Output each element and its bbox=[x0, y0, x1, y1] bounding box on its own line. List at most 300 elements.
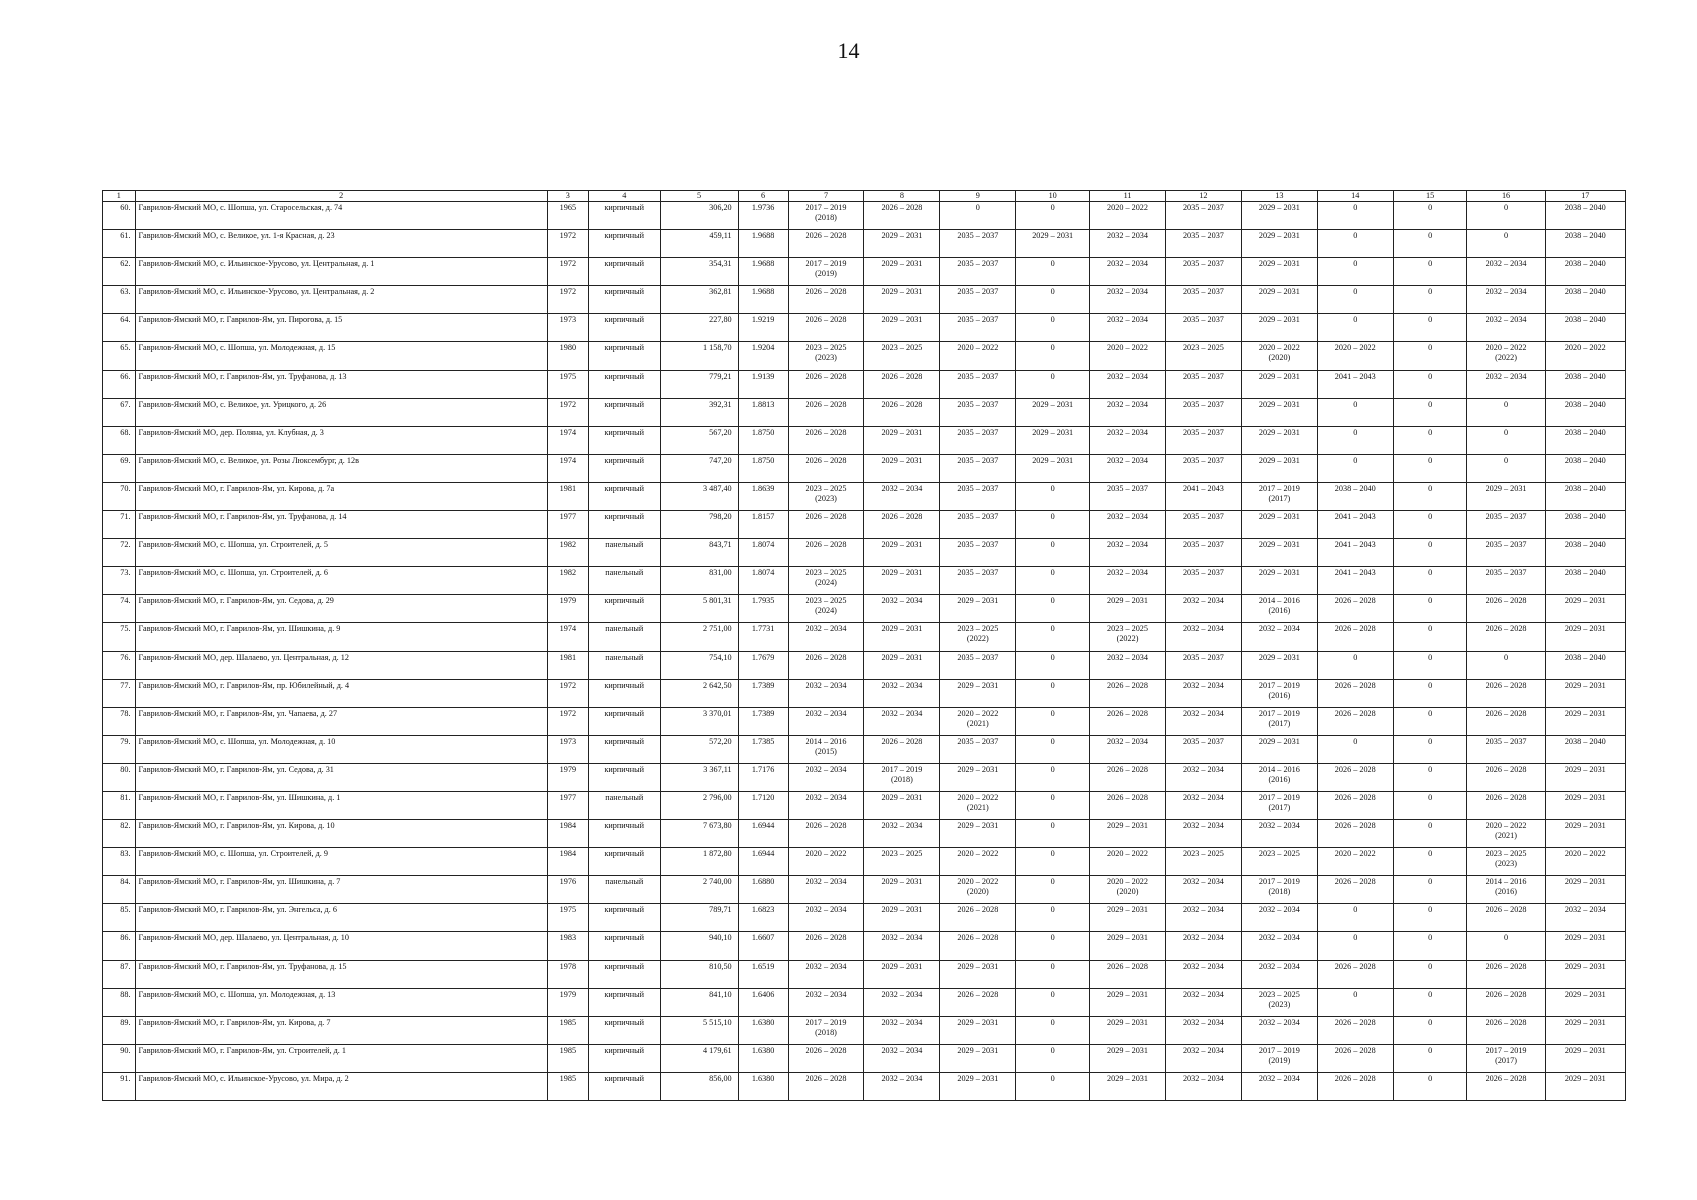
period-cell: 2029 – 2031 bbox=[940, 820, 1016, 848]
period-cell: 0 bbox=[1016, 876, 1090, 904]
period-cell: 2032 – 2034 bbox=[1165, 820, 1241, 848]
period-cell: 0 bbox=[1393, 230, 1467, 258]
period-cell: 2032 – 2034 bbox=[1165, 679, 1241, 707]
period-cell: 2029 – 2031 bbox=[864, 904, 940, 932]
wall-material-cell: кирпичный bbox=[588, 230, 660, 258]
wall-material-cell: панельный bbox=[588, 539, 660, 567]
period-cell: 2020 – 2022 (2021) bbox=[940, 791, 1016, 819]
period-cell: 2026 – 2028 bbox=[1317, 960, 1393, 988]
period-cell: 2026 – 2028 bbox=[1317, 1016, 1393, 1044]
column-header: 11 bbox=[1090, 191, 1166, 202]
period-cell: 2032 – 2034 bbox=[864, 707, 940, 735]
period-cell: 2032 – 2034 bbox=[1165, 876, 1241, 904]
period-cell: 2032 – 2034 bbox=[864, 820, 940, 848]
period-cell: 0 bbox=[1016, 539, 1090, 567]
period-cell: 2026 – 2028 bbox=[1467, 679, 1545, 707]
period-cell: 0 bbox=[1393, 454, 1467, 482]
year-cell: 1984 bbox=[547, 820, 588, 848]
score-cell: 1.6607 bbox=[738, 932, 788, 960]
table-row bbox=[103, 1044, 1626, 1072]
period-cell: 2032 – 2034 bbox=[788, 988, 864, 1016]
period-cell: 0 bbox=[1393, 1016, 1467, 1044]
period-cell: 2032 – 2034 bbox=[1090, 567, 1166, 595]
table-row bbox=[103, 820, 1626, 848]
period-cell: 2035 – 2037 bbox=[1467, 539, 1545, 567]
period-cell: 2035 – 2037 bbox=[940, 735, 1016, 763]
period-cell: 2038 – 2040 bbox=[1545, 567, 1625, 595]
period-cell: 0 bbox=[1016, 1072, 1090, 1100]
table-body bbox=[103, 202, 1626, 1101]
address-cell: Гаврилов-Ямский МО, с. Ильинское-Урусово, ул. Мира, д. 2 bbox=[135, 1072, 547, 1100]
row-number: 87. bbox=[103, 960, 136, 988]
area-cell: 779,21 bbox=[660, 370, 738, 398]
score-cell: 1.9688 bbox=[738, 286, 788, 314]
wall-material-cell: кирпичный bbox=[588, 848, 660, 876]
year-cell: 1978 bbox=[547, 960, 588, 988]
period-cell: 2026 – 2028 bbox=[788, 1044, 864, 1072]
table-row bbox=[103, 567, 1626, 595]
period-cell: 2026 – 2028 bbox=[1317, 679, 1393, 707]
period-cell: 2035 – 2037 bbox=[940, 314, 1016, 342]
period-cell: 2026 – 2028 bbox=[788, 286, 864, 314]
period-cell: 2023 – 2025 bbox=[1241, 848, 1317, 876]
period-cell: 2029 – 2031 bbox=[864, 876, 940, 904]
period-cell: 2035 – 2037 bbox=[1165, 370, 1241, 398]
period-cell: 2014 – 2016 (2016) bbox=[1467, 876, 1545, 904]
score-cell: 1.9688 bbox=[738, 230, 788, 258]
period-cell: 2038 – 2040 bbox=[1545, 426, 1625, 454]
period-cell: 0 bbox=[940, 202, 1016, 230]
table-row bbox=[103, 763, 1626, 791]
period-cell: 2029 – 2031 bbox=[1016, 230, 1090, 258]
score-cell: 1.6880 bbox=[738, 876, 788, 904]
period-cell: 2026 – 2028 bbox=[788, 511, 864, 539]
row-number: 82. bbox=[103, 820, 136, 848]
address-cell: Гаврилов-Ямский МО, с. Ильинское-Урусово, ул. Центральная, д. 2 bbox=[135, 286, 547, 314]
period-cell: 2026 – 2028 bbox=[1467, 623, 1545, 651]
period-cell: 2029 – 2031 bbox=[1241, 567, 1317, 595]
row-number: 68. bbox=[103, 426, 136, 454]
row-number: 65. bbox=[103, 342, 136, 370]
column-header: 15 bbox=[1393, 191, 1467, 202]
period-cell: 0 bbox=[1467, 230, 1545, 258]
area-cell: 392,31 bbox=[660, 398, 738, 426]
page-number: 14 bbox=[837, 38, 860, 63]
period-cell: 0 bbox=[1393, 876, 1467, 904]
wall-material-cell: кирпичный bbox=[588, 258, 660, 286]
period-cell: 2032 – 2034 bbox=[1241, 1072, 1317, 1100]
table-row bbox=[103, 202, 1626, 230]
period-cell: 2032 – 2034 bbox=[1545, 904, 1625, 932]
period-cell: 2032 – 2034 bbox=[1165, 1044, 1241, 1072]
period-cell: 2029 – 2031 bbox=[1545, 932, 1625, 960]
period-cell: 2029 – 2031 bbox=[1241, 651, 1317, 679]
period-cell: 0 bbox=[1317, 286, 1393, 314]
score-cell: 1.7120 bbox=[738, 791, 788, 819]
year-cell: 1972 bbox=[547, 398, 588, 426]
period-cell: 2038 – 2040 bbox=[1545, 482, 1625, 510]
year-cell: 1973 bbox=[547, 314, 588, 342]
score-cell: 1.9204 bbox=[738, 342, 788, 370]
address-cell: Гаврилов-Ямский МО, г. Гаврилов-Ям, ул. Чапаева, д. 27 bbox=[135, 707, 547, 735]
column-header: 14 bbox=[1317, 191, 1393, 202]
address-cell: Гаврилов-Ямский МО, с. Шопша, ул. Строителей, д. 5 bbox=[135, 539, 547, 567]
period-cell: 0 bbox=[1317, 988, 1393, 1016]
period-cell: 0 bbox=[1016, 651, 1090, 679]
period-cell: 0 bbox=[1467, 398, 1545, 426]
period-cell: 2017 – 2019 (2017) bbox=[1241, 482, 1317, 510]
period-cell: 0 bbox=[1393, 791, 1467, 819]
period-cell: 2032 – 2034 bbox=[788, 791, 864, 819]
table-row bbox=[103, 651, 1626, 679]
period-cell: 2038 – 2040 bbox=[1545, 230, 1625, 258]
period-cell: 2029 – 2031 bbox=[1545, 876, 1625, 904]
period-cell: 2029 – 2031 bbox=[864, 454, 940, 482]
period-cell: 0 bbox=[1016, 567, 1090, 595]
year-cell: 1974 bbox=[547, 454, 588, 482]
area-cell: 1 158,70 bbox=[660, 342, 738, 370]
table-row bbox=[103, 230, 1626, 258]
period-cell: 2026 – 2028 bbox=[940, 932, 1016, 960]
address-cell: Гаврилов-Ямский МО, с. Шопша, ул. Молодежная, д. 13 bbox=[135, 988, 547, 1016]
table-row bbox=[103, 679, 1626, 707]
area-cell: 362,81 bbox=[660, 286, 738, 314]
period-cell: 2038 – 2040 bbox=[1545, 370, 1625, 398]
period-cell: 2026 – 2028 bbox=[1317, 623, 1393, 651]
period-cell: 2026 – 2028 bbox=[788, 651, 864, 679]
period-cell: 2029 – 2031 bbox=[1545, 763, 1625, 791]
period-cell: 2020 – 2022 bbox=[1545, 848, 1625, 876]
period-cell: 0 bbox=[1016, 286, 1090, 314]
period-cell: 2026 – 2028 bbox=[940, 988, 1016, 1016]
period-cell: 0 bbox=[1393, 904, 1467, 932]
address-cell: Гаврилов-Ямский МО, г. Гаврилов-Ям, ул. Шишкина, д. 9 bbox=[135, 623, 547, 651]
period-cell: 2017 – 2019 (2018) bbox=[788, 202, 864, 230]
period-cell: 2035 – 2037 bbox=[940, 567, 1016, 595]
period-cell: 2020 – 2022 bbox=[1545, 342, 1625, 370]
wall-material-cell: кирпичный bbox=[588, 454, 660, 482]
period-cell: 2038 – 2040 bbox=[1545, 286, 1625, 314]
column-header: 4 bbox=[588, 191, 660, 202]
period-cell: 0 bbox=[1016, 314, 1090, 342]
wall-material-cell: кирпичный bbox=[588, 988, 660, 1016]
period-cell: 2032 – 2034 bbox=[1090, 426, 1166, 454]
table-row bbox=[103, 286, 1626, 314]
period-cell: 2020 – 2022 (2020) bbox=[1090, 876, 1166, 904]
period-cell: 2026 – 2028 bbox=[864, 202, 940, 230]
period-cell: 2023 – 2025 bbox=[864, 848, 940, 876]
period-cell: 0 bbox=[1393, 426, 1467, 454]
score-cell: 1.7176 bbox=[738, 763, 788, 791]
year-cell: 1975 bbox=[547, 370, 588, 398]
period-cell: 2020 – 2022 bbox=[940, 848, 1016, 876]
period-cell: 0 bbox=[1016, 932, 1090, 960]
score-cell: 1.9736 bbox=[738, 202, 788, 230]
year-cell: 1985 bbox=[547, 1044, 588, 1072]
period-cell: 2041 – 2043 bbox=[1317, 370, 1393, 398]
period-cell: 2038 – 2040 bbox=[1545, 511, 1625, 539]
period-cell: 2026 – 2028 bbox=[1090, 960, 1166, 988]
period-cell: 2029 – 2031 bbox=[864, 230, 940, 258]
period-cell: 2023 – 2025 bbox=[1165, 848, 1241, 876]
year-cell: 1974 bbox=[547, 623, 588, 651]
period-cell: 2032 – 2034 bbox=[788, 763, 864, 791]
address-cell: Гаврилов-Ямский МО, дер. Шалаево, ул. Центральная, д. 12 bbox=[135, 651, 547, 679]
period-cell: 0 bbox=[1016, 370, 1090, 398]
area-cell: 843,71 bbox=[660, 539, 738, 567]
score-cell: 1.9139 bbox=[738, 370, 788, 398]
row-number: 86. bbox=[103, 932, 136, 960]
table-row bbox=[103, 595, 1626, 623]
address-cell: Гаврилов-Ямский МО, г. Гаврилов-Ям, ул. Кирова, д. 7а bbox=[135, 482, 547, 510]
period-cell: 2035 – 2037 bbox=[1467, 567, 1545, 595]
period-cell: 2026 – 2028 bbox=[1467, 960, 1545, 988]
period-cell: 0 bbox=[1317, 904, 1393, 932]
table-row bbox=[103, 258, 1626, 286]
column-header: 7 bbox=[788, 191, 864, 202]
period-cell: 2029 – 2031 bbox=[1241, 370, 1317, 398]
period-cell: 2029 – 2031 bbox=[1241, 286, 1317, 314]
period-cell: 2032 – 2034 bbox=[1165, 932, 1241, 960]
period-cell: 2035 – 2037 bbox=[940, 454, 1016, 482]
address-cell: Гаврилов-Ямский МО, г. Гаврилов-Ям, ул. Седова, д. 29 bbox=[135, 595, 547, 623]
period-cell: 2029 – 2031 bbox=[1090, 988, 1166, 1016]
wall-material-cell: кирпичный bbox=[588, 960, 660, 988]
wall-material-cell: кирпичный bbox=[588, 932, 660, 960]
wall-material-cell: кирпичный bbox=[588, 820, 660, 848]
table-row bbox=[103, 623, 1626, 651]
period-cell: 2032 – 2034 bbox=[1090, 314, 1166, 342]
period-cell: 2041 – 2043 bbox=[1317, 511, 1393, 539]
period-cell: 2017 – 2019 (2019) bbox=[1241, 1044, 1317, 1072]
period-cell: 0 bbox=[1016, 342, 1090, 370]
period-cell: 2026 – 2028 bbox=[1467, 1016, 1545, 1044]
period-cell: 2032 – 2034 bbox=[1467, 258, 1545, 286]
period-cell: 2029 – 2031 bbox=[1090, 932, 1166, 960]
period-cell: 2032 – 2034 bbox=[1165, 623, 1241, 651]
column-header: 1 bbox=[103, 191, 136, 202]
period-cell: 2029 – 2031 bbox=[1545, 707, 1625, 735]
period-cell: 2029 – 2031 bbox=[1467, 482, 1545, 510]
row-number: 69. bbox=[103, 454, 136, 482]
period-cell: 0 bbox=[1016, 763, 1090, 791]
period-cell: 2032 – 2034 bbox=[1241, 820, 1317, 848]
year-cell: 1981 bbox=[547, 651, 588, 679]
score-cell: 1.7679 bbox=[738, 651, 788, 679]
period-cell: 2032 – 2034 bbox=[1090, 258, 1166, 286]
column-header: 6 bbox=[738, 191, 788, 202]
period-cell: 0 bbox=[1393, 763, 1467, 791]
period-cell: 0 bbox=[1393, 735, 1467, 763]
year-cell: 1972 bbox=[547, 679, 588, 707]
period-cell: 2029 – 2031 bbox=[1545, 1044, 1625, 1072]
column-header: 8 bbox=[864, 191, 940, 202]
period-cell: 2026 – 2028 bbox=[1317, 876, 1393, 904]
period-cell: 2032 – 2034 bbox=[1165, 1016, 1241, 1044]
period-cell: 2032 – 2034 bbox=[1467, 286, 1545, 314]
address-cell: Гаврилов-Ямский МО, г. Гаврилов-Ям, ул. Труфанова, д. 15 bbox=[135, 960, 547, 988]
period-cell: 2029 – 2031 bbox=[864, 960, 940, 988]
period-cell: 2026 – 2028 bbox=[1317, 707, 1393, 735]
period-cell: 2032 – 2034 bbox=[788, 876, 864, 904]
period-cell: 0 bbox=[1016, 904, 1090, 932]
area-cell: 572,20 bbox=[660, 735, 738, 763]
period-cell: 2029 – 2031 bbox=[864, 286, 940, 314]
row-number: 88. bbox=[103, 988, 136, 1016]
period-cell: 2029 – 2031 bbox=[1241, 398, 1317, 426]
row-number: 71. bbox=[103, 511, 136, 539]
period-cell: 2026 – 2028 bbox=[864, 735, 940, 763]
period-cell: 2026 – 2028 bbox=[788, 820, 864, 848]
table-row bbox=[103, 1072, 1626, 1100]
period-cell: 2032 – 2034 bbox=[864, 932, 940, 960]
area-cell: 3 487,40 bbox=[660, 482, 738, 510]
table-row bbox=[103, 482, 1626, 510]
period-cell: 0 bbox=[1317, 426, 1393, 454]
period-cell: 2035 – 2037 bbox=[1165, 286, 1241, 314]
wall-material-cell: кирпичный bbox=[588, 482, 660, 510]
address-cell: Гаврилов-Ямский МО, г. Гаврилов-Ям, ул. Строителей, д. 1 bbox=[135, 1044, 547, 1072]
wall-material-cell: кирпичный bbox=[588, 398, 660, 426]
period-cell: 2029 – 2031 bbox=[940, 1044, 1016, 1072]
period-cell: 2029 – 2031 bbox=[940, 960, 1016, 988]
period-cell: 0 bbox=[1016, 707, 1090, 735]
period-cell: 2029 – 2031 bbox=[1545, 595, 1625, 623]
period-cell: 2035 – 2037 bbox=[940, 370, 1016, 398]
year-cell: 1972 bbox=[547, 230, 588, 258]
period-cell: 2032 – 2034 bbox=[1467, 370, 1545, 398]
area-cell: 3 367,11 bbox=[660, 763, 738, 791]
address-cell: Гаврилов-Ямский МО, с. Великое, ул. Розы Люксембург, д. 12в bbox=[135, 454, 547, 482]
period-cell: 2032 – 2034 bbox=[864, 482, 940, 510]
column-header: 13 bbox=[1241, 191, 1317, 202]
period-cell: 2026 – 2028 bbox=[1317, 820, 1393, 848]
period-cell: 0 bbox=[1317, 454, 1393, 482]
row-number: 83. bbox=[103, 848, 136, 876]
row-number: 78. bbox=[103, 707, 136, 735]
period-cell: 0 bbox=[1317, 202, 1393, 230]
period-cell: 2032 – 2034 bbox=[1090, 370, 1166, 398]
period-cell: 0 bbox=[1016, 1016, 1090, 1044]
period-cell: 2020 – 2022 bbox=[1090, 848, 1166, 876]
period-cell: 2032 – 2034 bbox=[1090, 230, 1166, 258]
period-cell: 0 bbox=[1467, 454, 1545, 482]
period-cell: 0 bbox=[1393, 398, 1467, 426]
area-cell: 227,80 bbox=[660, 314, 738, 342]
period-cell: 2014 – 2016 (2016) bbox=[1241, 763, 1317, 791]
period-cell: 2017 – 2019 (2017) bbox=[1241, 791, 1317, 819]
period-cell: 2035 – 2037 bbox=[1165, 202, 1241, 230]
wall-material-cell: кирпичный bbox=[588, 763, 660, 791]
period-cell: 0 bbox=[1467, 651, 1545, 679]
score-cell: 1.8074 bbox=[738, 567, 788, 595]
period-cell: 2029 – 2031 bbox=[864, 258, 940, 286]
period-cell: 0 bbox=[1393, 707, 1467, 735]
period-cell: 0 bbox=[1317, 735, 1393, 763]
wall-material-cell: кирпичный bbox=[588, 595, 660, 623]
period-cell: 2026 – 2028 bbox=[1317, 1072, 1393, 1100]
score-cell: 1.7389 bbox=[738, 707, 788, 735]
row-number: 81. bbox=[103, 791, 136, 819]
period-cell: 2035 – 2037 bbox=[1165, 230, 1241, 258]
year-cell: 1973 bbox=[547, 735, 588, 763]
area-cell: 3 370,01 bbox=[660, 707, 738, 735]
period-cell: 2029 – 2031 bbox=[1241, 258, 1317, 286]
period-cell: 2038 – 2040 bbox=[1545, 314, 1625, 342]
period-cell: 0 bbox=[1016, 511, 1090, 539]
row-number: 61. bbox=[103, 230, 136, 258]
row-number: 72. bbox=[103, 539, 136, 567]
area-cell: 2 642,50 bbox=[660, 679, 738, 707]
period-cell: 0 bbox=[1016, 820, 1090, 848]
row-number: 73. bbox=[103, 567, 136, 595]
period-cell: 2020 – 2022 bbox=[1090, 342, 1166, 370]
period-cell: 2017 – 2019 (2018) bbox=[864, 763, 940, 791]
period-cell: 2035 – 2037 bbox=[1165, 735, 1241, 763]
period-cell: 2017 – 2019 (2017) bbox=[1241, 707, 1317, 735]
address-cell: Гаврилов-Ямский МО, г. Гаврилов-Ям, ул. Пирогова, д. 15 bbox=[135, 314, 547, 342]
period-cell: 2032 – 2034 bbox=[1165, 960, 1241, 988]
year-cell: 1979 bbox=[547, 763, 588, 791]
period-cell: 0 bbox=[1016, 482, 1090, 510]
wall-material-cell: кирпичный bbox=[588, 735, 660, 763]
period-cell: 2029 – 2031 bbox=[1545, 1016, 1625, 1044]
row-number: 89. bbox=[103, 1016, 136, 1044]
wall-material-cell: кирпичный bbox=[588, 286, 660, 314]
period-cell: 2026 – 2028 bbox=[788, 539, 864, 567]
wall-material-cell: кирпичный bbox=[588, 904, 660, 932]
period-cell: 2032 – 2034 bbox=[1165, 1072, 1241, 1100]
period-cell: 0 bbox=[1393, 1044, 1467, 1072]
period-cell: 0 bbox=[1467, 932, 1545, 960]
period-cell: 2020 – 2022 bbox=[1090, 202, 1166, 230]
area-cell: 940,10 bbox=[660, 932, 738, 960]
period-cell: 0 bbox=[1393, 342, 1467, 370]
area-cell: 5 801,31 bbox=[660, 595, 738, 623]
period-cell: 2035 – 2037 bbox=[940, 230, 1016, 258]
period-cell: 2035 – 2037 bbox=[1165, 651, 1241, 679]
year-cell: 1979 bbox=[547, 595, 588, 623]
score-cell: 1.6380 bbox=[738, 1044, 788, 1072]
wall-material-cell: кирпичный bbox=[588, 426, 660, 454]
period-cell: 0 bbox=[1016, 848, 1090, 876]
period-cell: 0 bbox=[1393, 314, 1467, 342]
period-cell: 2035 – 2037 bbox=[1090, 482, 1166, 510]
area-cell: 754,10 bbox=[660, 651, 738, 679]
wall-material-cell: кирпичный bbox=[588, 679, 660, 707]
column-header: 10 bbox=[1016, 191, 1090, 202]
score-cell: 1.7385 bbox=[738, 735, 788, 763]
period-cell: 2023 – 2025 (2023) bbox=[788, 482, 864, 510]
row-number: 76. bbox=[103, 651, 136, 679]
table-row bbox=[103, 707, 1626, 735]
address-cell: Гаврилов-Ямский МО, с. Шопша, ул. Молодежная, д. 10 bbox=[135, 735, 547, 763]
period-cell: 2032 – 2034 bbox=[1090, 454, 1166, 482]
area-cell: 798,20 bbox=[660, 511, 738, 539]
wall-material-cell: кирпичный bbox=[588, 511, 660, 539]
period-cell: 2020 – 2022 (2020) bbox=[1241, 342, 1317, 370]
period-cell: 2029 – 2031 bbox=[1241, 539, 1317, 567]
period-cell: 2029 – 2031 bbox=[1545, 960, 1625, 988]
area-cell: 856,00 bbox=[660, 1072, 738, 1100]
score-cell: 1.8750 bbox=[738, 426, 788, 454]
year-cell: 1979 bbox=[547, 988, 588, 1016]
area-cell: 7 673,80 bbox=[660, 820, 738, 848]
period-cell: 2023 – 2025 (2023) bbox=[788, 342, 864, 370]
table-row bbox=[103, 370, 1626, 398]
wall-material-cell: кирпичный bbox=[588, 342, 660, 370]
period-cell: 2026 – 2028 bbox=[1090, 791, 1166, 819]
